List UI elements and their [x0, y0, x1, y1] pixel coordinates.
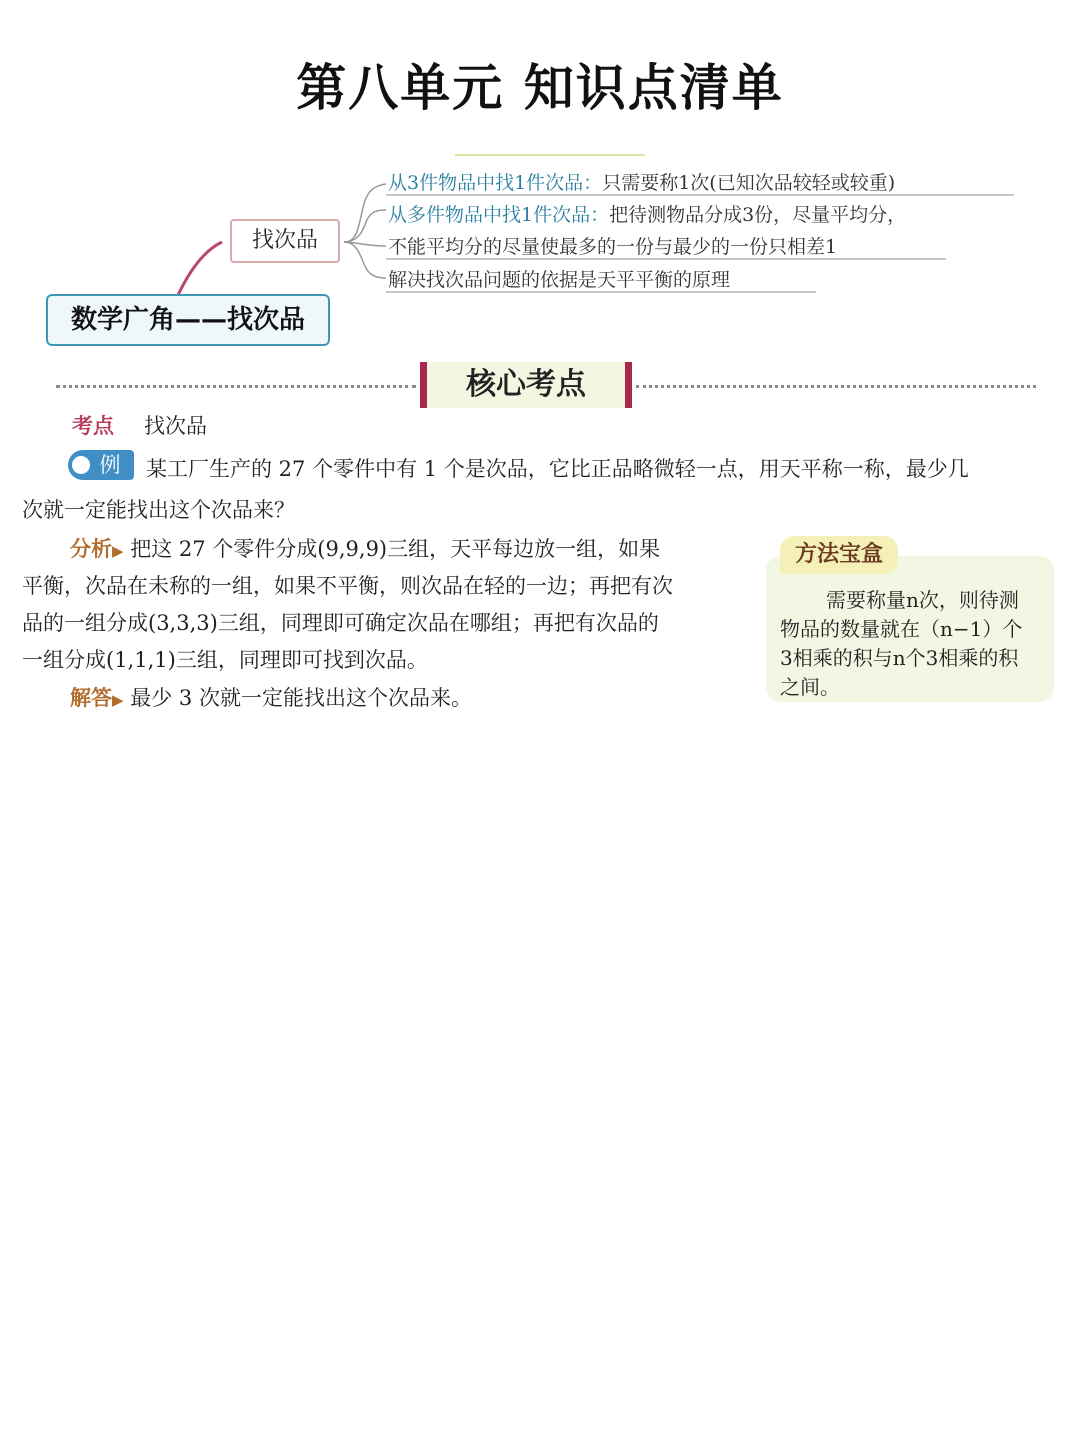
- mindmap-branch-3: [388, 232, 837, 259]
- mindmap-branch-1: [388, 168, 895, 195]
- analysis-line-2: 平衡，次品在未称的一组，如果不平衡，则次品在轻的一边；再把有次: [22, 574, 673, 598]
- method-line-2: 物品的数量就在（n−1）个: [780, 617, 1023, 641]
- mindmap-root: 数学广角——找次品: [46, 294, 330, 346]
- example-label: 例: [99, 453, 121, 477]
- branch-text: 把待测物品分成3份，尽量平均分，: [609, 204, 907, 226]
- branch-underline: [386, 258, 946, 260]
- branch-highlight: 从3件物品中找1件次品：: [388, 172, 603, 194]
- point-label: 考点: [72, 414, 114, 438]
- example-line-2: 次就一定能找出这个次品来？: [22, 498, 295, 522]
- analysis-line-3: 品的一组分成(3,3,3)三组，同理即可确定次品在哪组；再把有次品的: [22, 611, 659, 635]
- mindmap-node-find-defective: 找次品: [230, 219, 340, 263]
- section-divider-right: [636, 385, 1036, 388]
- point-value: 找次品: [144, 414, 207, 438]
- point-row: [72, 410, 207, 440]
- branch-highlight: 从多件物品中找1件次品：: [388, 204, 610, 226]
- page-title: 第八单元 知识点清单: [296, 59, 784, 117]
- answer-label: 解答: [70, 686, 112, 710]
- triangle-right-icon: ▶: [112, 691, 124, 709]
- method-line-4: 之间。: [780, 675, 840, 699]
- method-line-3: 3相乘的积与n个3相乘的积: [780, 646, 1019, 670]
- answer-text: 最少 3 次就一定能找出这个次品来。: [130, 686, 472, 710]
- triangle-right-icon: ▶: [112, 542, 124, 560]
- section-divider-left: [56, 385, 416, 388]
- analysis-line-1: 把这 27 个零件分成(9,9,9)三组，天平每边放一组，如果: [130, 537, 661, 561]
- branch-text: 只需要称1次(已知次品较轻或较重): [602, 172, 896, 194]
- analysis-row-1: [70, 533, 660, 563]
- example-badge-dot: [72, 456, 90, 474]
- method-line-1: 需要称量n次，则待测: [826, 588, 1019, 612]
- mindmap-branch-4: [388, 265, 730, 292]
- branch-text: 不能平均分的尽量使最多的一份与最少的一份只相差1: [388, 236, 838, 258]
- analysis-line-4: 一组分成(1,1,1)三组，同理即可找到次品。: [22, 648, 428, 672]
- method-box-tag: 方法宝盒: [780, 536, 898, 574]
- mindmap-branch-2: [388, 200, 906, 227]
- mindmap-top-rule: [455, 154, 645, 156]
- example-line-1: 某工厂生产的 27 个零件中有 1 个是次品，它比正品略微轻一点，用天平称一称，最少几: [146, 457, 969, 481]
- answer-row: [70, 682, 472, 712]
- core-points-banner: 核心考点: [420, 362, 632, 408]
- branch-underline: [386, 194, 1014, 196]
- analysis-label: 分析: [70, 537, 112, 561]
- branch-underline: [386, 291, 816, 293]
- branch-text: 解决找次品问题的依据是天平平衡的原理: [388, 269, 731, 291]
